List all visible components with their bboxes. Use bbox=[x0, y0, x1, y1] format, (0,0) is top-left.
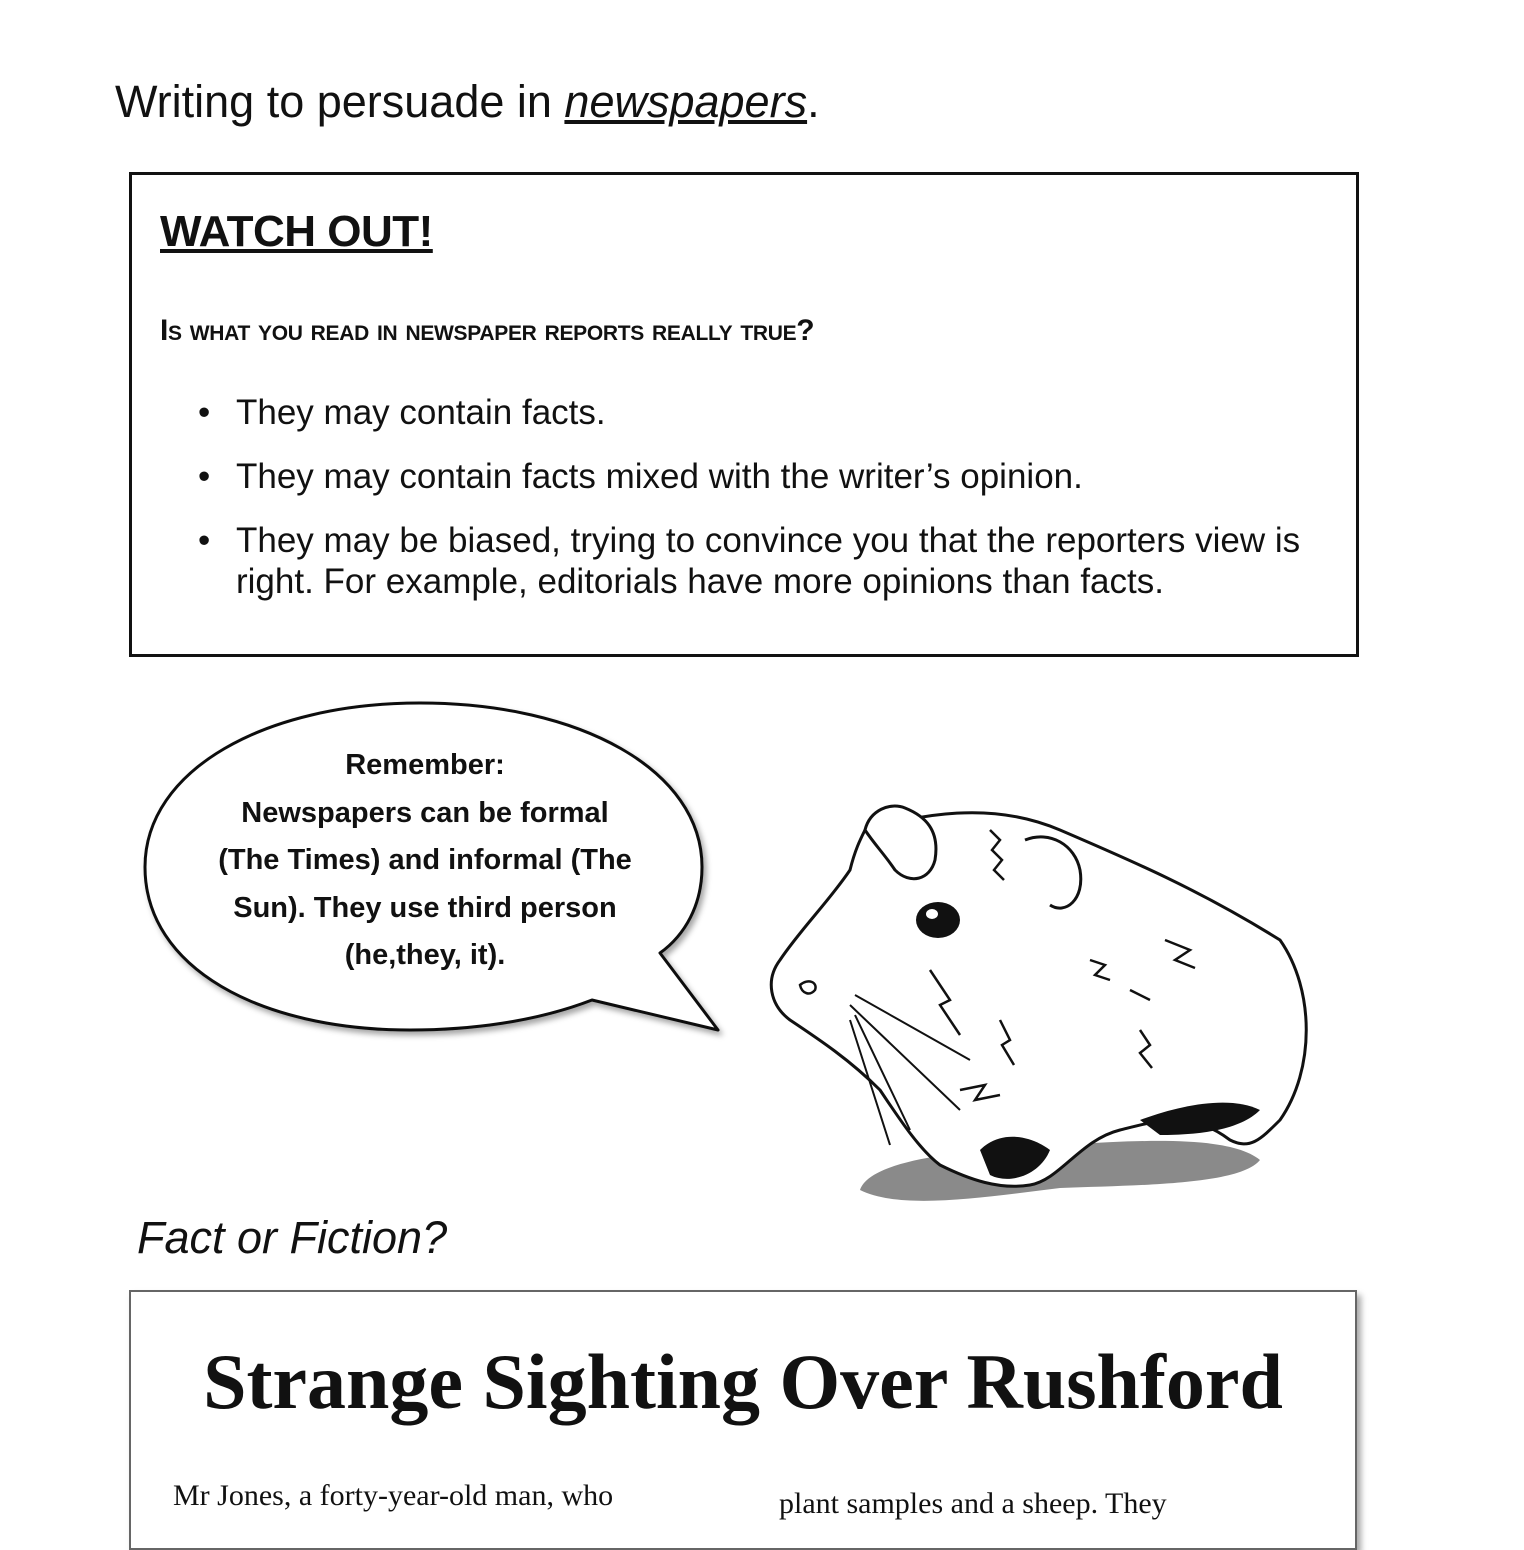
article-right-column: plant samples and a sheep. They bbox=[779, 1487, 1167, 1520]
bullet-icon: • bbox=[198, 521, 211, 560]
watch-out-list bbox=[198, 392, 1338, 625]
bubble-line: (The Times) and informal (The bbox=[218, 844, 632, 876]
fact-or-fiction-title: Fact or Fiction? bbox=[137, 1212, 448, 1263]
list-item: • They may be biased, trying to convince you that the reporters view is right. For example, editorials have more opinions than facts. bbox=[198, 521, 1301, 601]
page-heading bbox=[115, 74, 820, 130]
guinea-pig-illustration-icon bbox=[760, 790, 1320, 1230]
heading-suffix: . bbox=[807, 76, 820, 127]
bubble-line: Sun). They use third person bbox=[233, 891, 617, 924]
heading-prefix: Writing to persuade in bbox=[115, 76, 565, 127]
bubble-line: (he,they, it). bbox=[344, 939, 506, 971]
article-headline: Strange Sighting Over Rushford bbox=[203, 1338, 1283, 1425]
bullet-icon: • bbox=[198, 457, 211, 496]
article-left-column: Mr Jones, a forty-year-old man, who bbox=[173, 1479, 614, 1512]
list-item: • They may contain facts mixed with the writer’s opinion. bbox=[198, 457, 1083, 496]
speech-bubble-text bbox=[180, 742, 670, 980]
bubble-line: Newspapers can be formal bbox=[241, 796, 609, 829]
watch-out-box bbox=[129, 172, 1359, 657]
list-item: • They may contain facts. bbox=[198, 393, 606, 432]
heading-emphasis: newspapers bbox=[564, 76, 808, 127]
newspaper-article bbox=[129, 1290, 1357, 1550]
bullet-icon: • bbox=[198, 393, 211, 432]
watch-out-question: Is what you read in newspaper reports really true? bbox=[160, 314, 815, 347]
bubble-line: Remember: bbox=[345, 749, 505, 781]
watch-out-title: WATCH OUT! bbox=[160, 207, 433, 256]
